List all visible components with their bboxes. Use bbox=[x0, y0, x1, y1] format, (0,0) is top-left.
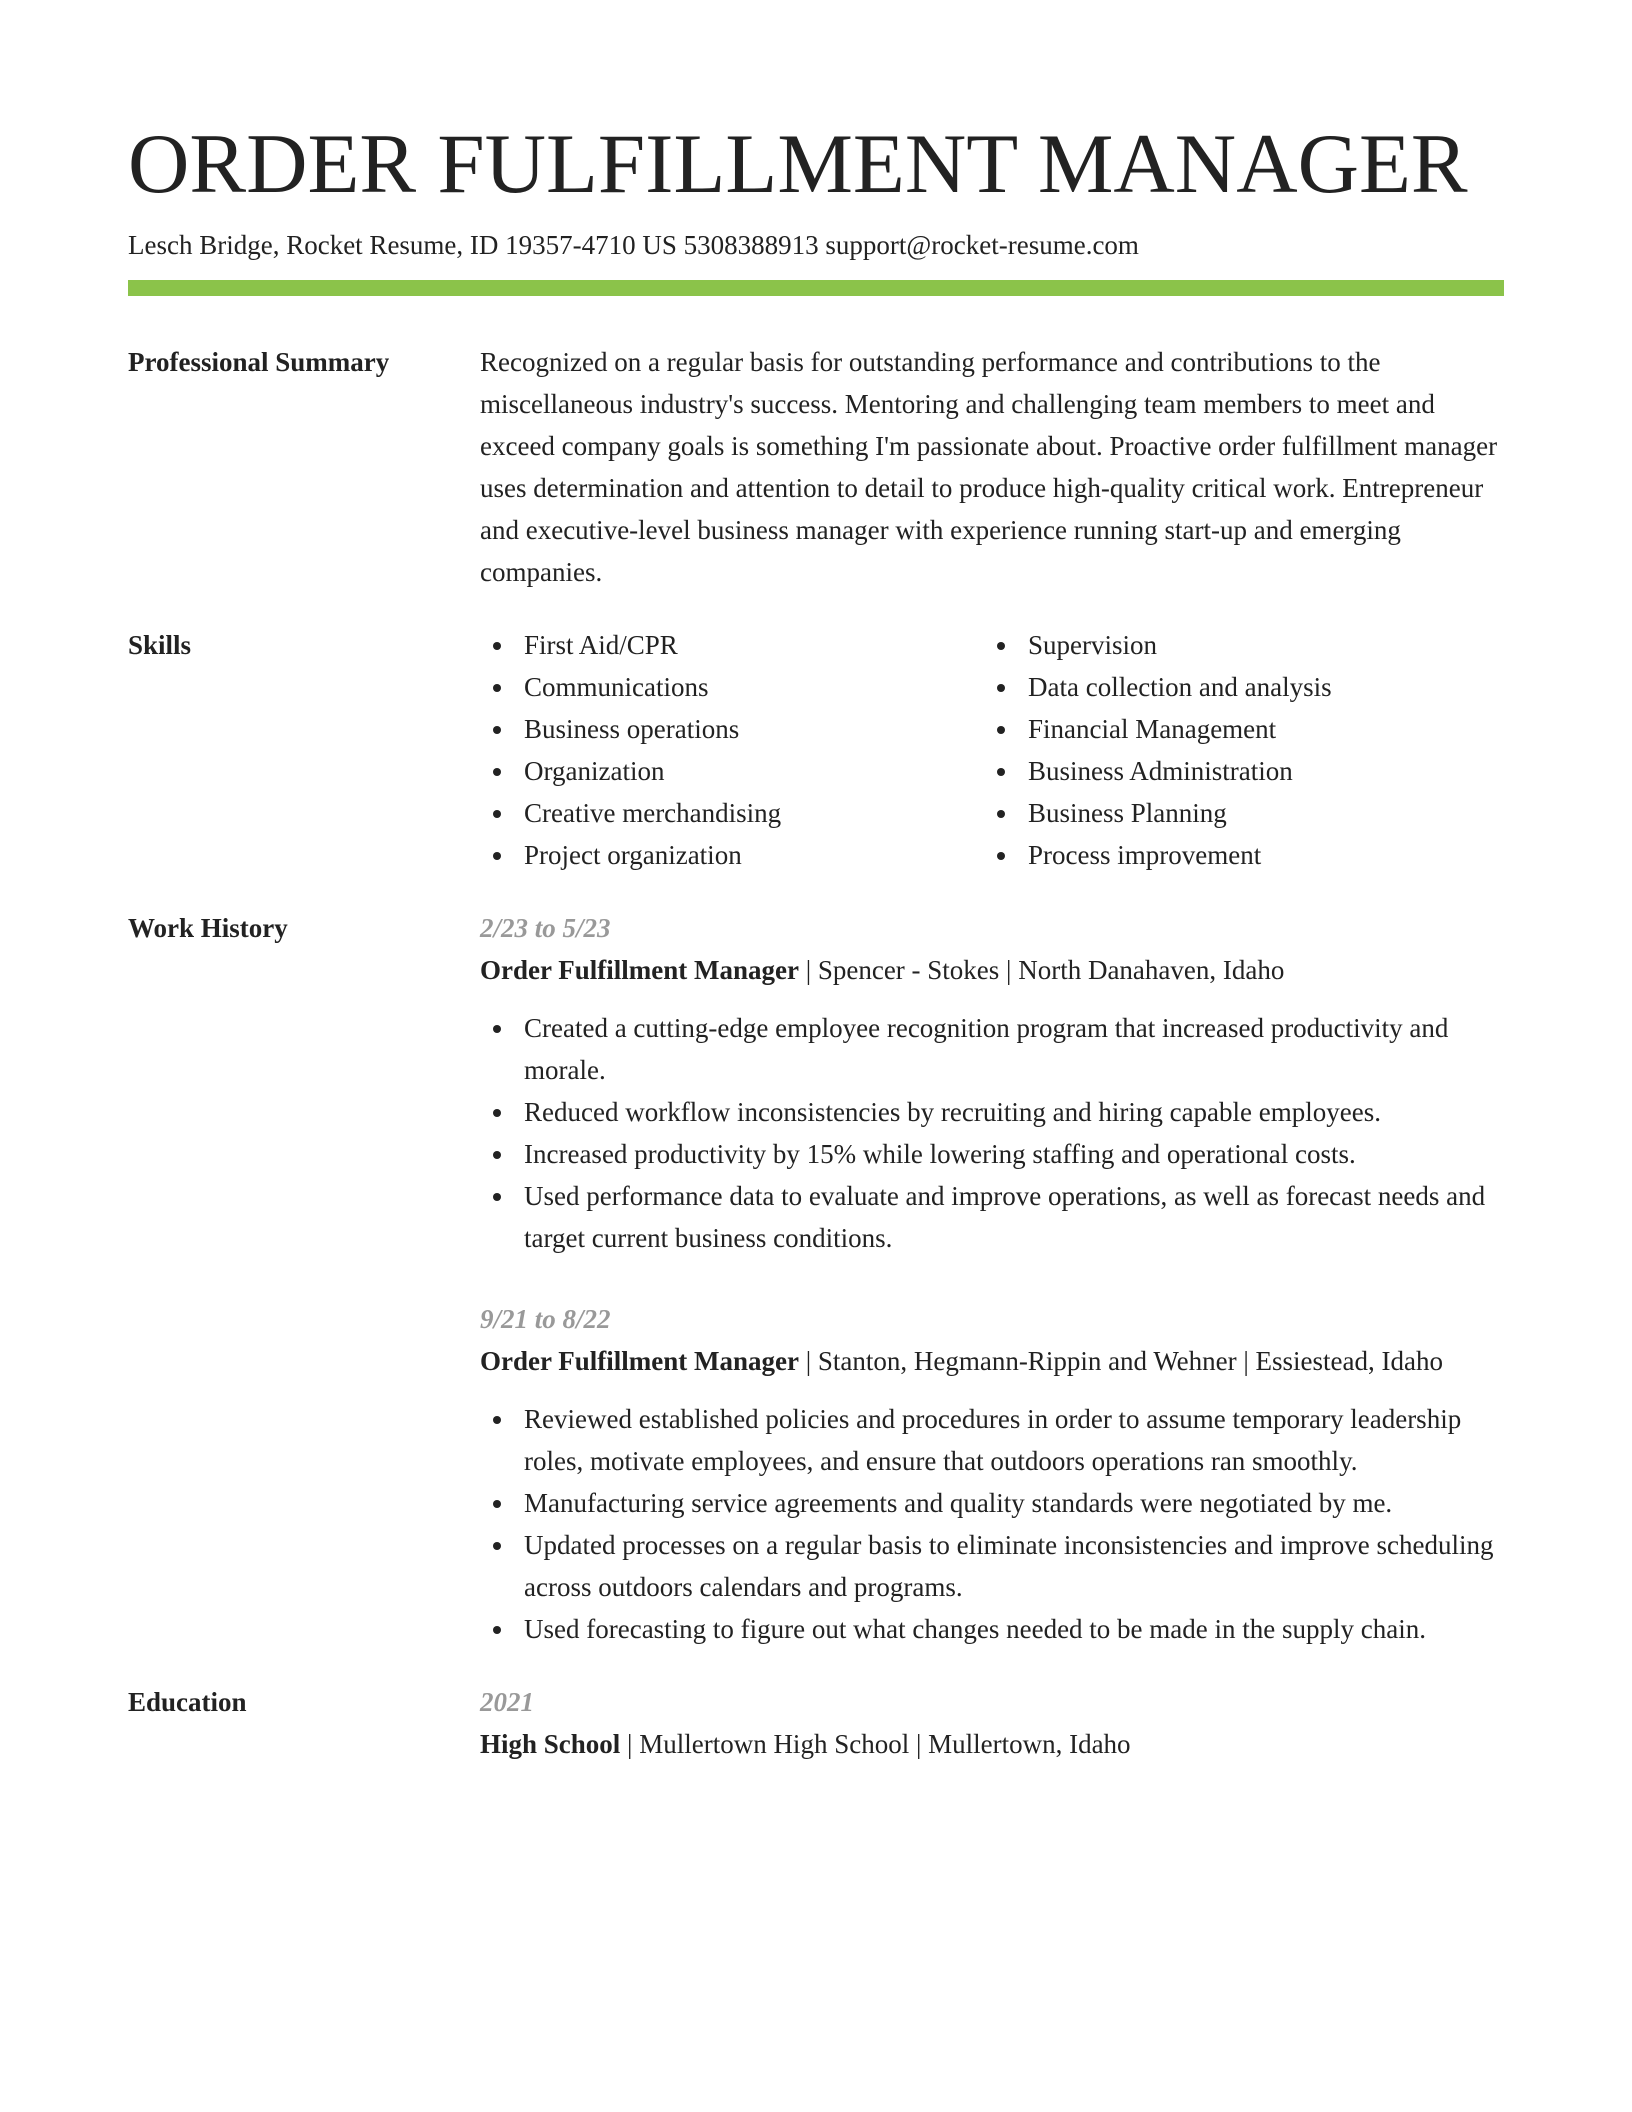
resume-title: ORDER FULFILLMENT MANAGER bbox=[128, 117, 1468, 211]
education-degree: High School bbox=[480, 1728, 621, 1759]
contact-line: Lesch Bridge, Rocket Resume, ID 19357-4710 US 5308388913 support@rocket-resume.com bbox=[128, 229, 1139, 260]
job-title: Order Fulfillment Manager bbox=[480, 1345, 799, 1376]
job-details: | Spencer - Stokes | North Danahaven, Idaho bbox=[798, 954, 1285, 985]
skill-item: Business Planning bbox=[984, 792, 1488, 834]
skill-item: Financial Management bbox=[984, 708, 1488, 750]
work-history-section bbox=[128, 907, 1504, 1650]
skill-item: Creative merchandising bbox=[480, 792, 984, 834]
job-bullet: Used forecasting to figure out what changes needed to be made in the supply chain. bbox=[480, 1608, 1504, 1650]
skill-item: Business Administration bbox=[984, 750, 1488, 792]
education-header bbox=[480, 1723, 1504, 1765]
education-heading: Education bbox=[128, 1686, 247, 1717]
skill-item: First Aid/CPR bbox=[480, 624, 984, 666]
work-history-body bbox=[480, 907, 1504, 1650]
job-bullet: Created a cutting-edge employee recognition program that increased productivity and morale. bbox=[480, 1007, 1504, 1091]
job-bullet: Manufacturing service agreements and quality standards were negotiated by me. bbox=[480, 1482, 1504, 1524]
job-dates: 9/21 to 8/22 bbox=[480, 1303, 611, 1334]
job-bullet: Updated processes on a regular basis to eliminate inconsistencies and improve scheduling across outdoors calendars and programs. bbox=[480, 1524, 1504, 1608]
job-details: | Stanton, Hegmann-Rippin and Wehner | Essiestead, Idaho bbox=[798, 1345, 1443, 1376]
job-bullet: Increased productivity by 15% while lowering staffing and operational costs. bbox=[480, 1133, 1504, 1175]
education-date: 2021 bbox=[480, 1686, 534, 1717]
education-details: | Mullertown High School | Mullertown, Idaho bbox=[620, 1728, 1131, 1759]
skill-item: Process improvement bbox=[984, 834, 1488, 876]
summary-text: Recognized on a regular basis for outstanding performance and contributions to the miscellaneous industry's success. Mentoring and challenging team members to meet and exceed company goals is something I'm passionate about. Proactive order fulfillment manager uses determination and attention to detail to produce high-quality critical work. Entrepreneur and executive-level business manager with experience running start-up and emerging companies. bbox=[480, 346, 1498, 587]
education-section bbox=[128, 1681, 1504, 1765]
skills-heading: Skills bbox=[128, 629, 192, 660]
skill-item: Supervision bbox=[984, 624, 1488, 666]
accent-divider bbox=[128, 280, 1504, 296]
skill-item: Business operations bbox=[480, 708, 984, 750]
job-title: Order Fulfillment Manager bbox=[480, 954, 799, 985]
skill-item: Project organization bbox=[480, 834, 984, 876]
skill-item: Communications bbox=[480, 666, 984, 708]
job-header bbox=[480, 949, 1504, 991]
job-dates: 2/23 to 5/23 bbox=[480, 912, 611, 943]
job-entry bbox=[480, 1298, 1504, 1650]
skills-list-left bbox=[480, 624, 984, 876]
skill-item: Data collection and analysis bbox=[984, 666, 1488, 708]
summary-section bbox=[128, 341, 1504, 593]
job-header bbox=[480, 1340, 1504, 1382]
job-bullet: Reduced workflow inconsistencies by recruiting and hiring capable employees. bbox=[480, 1091, 1504, 1133]
summary-heading: Professional Summary bbox=[128, 346, 390, 377]
job-entry bbox=[480, 907, 1504, 1259]
skills-grid bbox=[480, 624, 1504, 876]
skills-section bbox=[128, 624, 1504, 876]
resume-page bbox=[128, 118, 1504, 1765]
skill-item: Organization bbox=[480, 750, 984, 792]
job-bullet: Used performance data to evaluate and improve operations, as well as forecast needs and target current business conditions. bbox=[480, 1175, 1504, 1259]
education-body bbox=[480, 1681, 1504, 1765]
skills-list-right bbox=[984, 624, 1488, 876]
job-bullets bbox=[480, 1007, 1504, 1259]
job-bullet: Reviewed established policies and procedures in order to assume temporary leadership roles, motivate employees, and ensure that outdoors operations ran smoothly. bbox=[480, 1398, 1504, 1482]
job-bullets bbox=[480, 1398, 1504, 1650]
work-history-heading: Work History bbox=[128, 912, 288, 943]
